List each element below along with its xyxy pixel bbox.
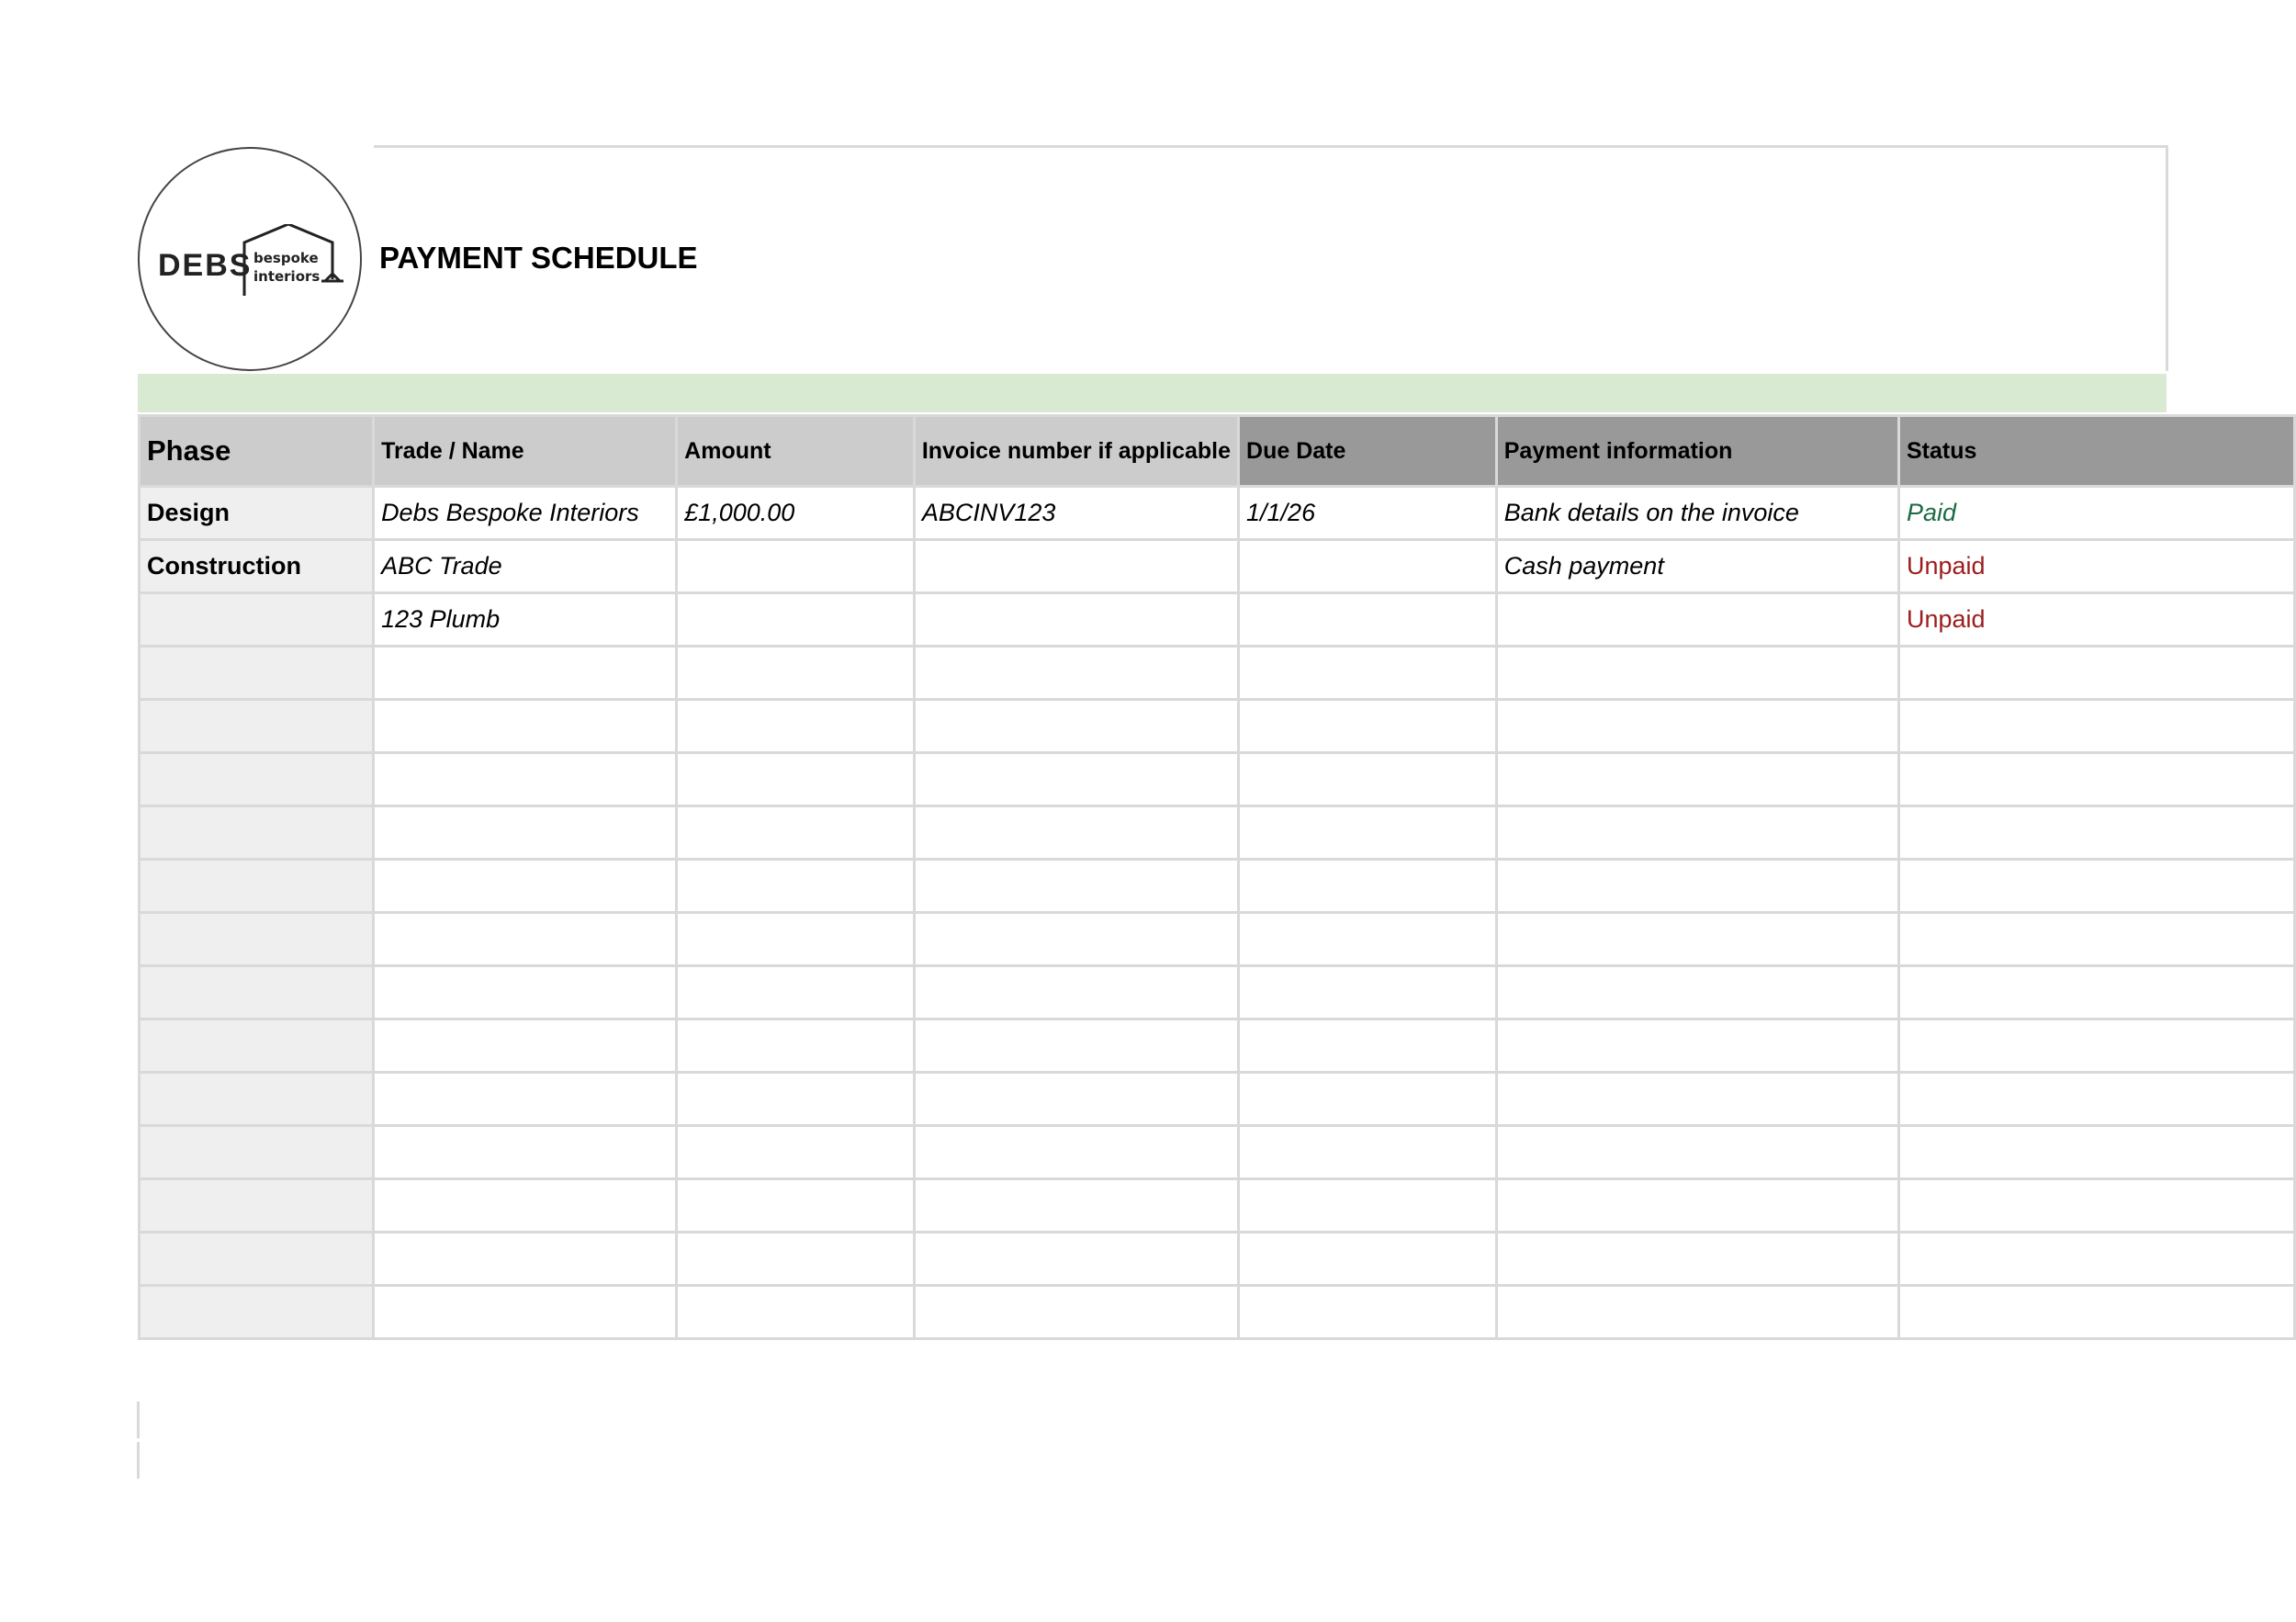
invoice-cell[interactable] — [914, 1233, 1238, 1286]
amount-cell[interactable] — [677, 1286, 915, 1339]
due-date-cell[interactable] — [1239, 966, 1497, 1019]
phase-cell[interactable] — [140, 1179, 374, 1233]
column-header-payment-info: Payment information — [1496, 416, 1898, 487]
status-cell[interactable]: Paid — [1898, 487, 2294, 540]
due-date-cell[interactable] — [1239, 1126, 1497, 1179]
status-cell[interactable] — [1898, 806, 2294, 860]
amount-cell[interactable] — [677, 1179, 915, 1233]
table-row — [140, 806, 2295, 860]
status-cell[interactable]: Unpaid — [1898, 593, 2294, 647]
trade-cell[interactable] — [374, 1126, 677, 1179]
trade-cell[interactable]: ABC Trade — [374, 540, 677, 593]
table-row — [140, 913, 2295, 966]
payment-info-cell[interactable] — [1496, 647, 1898, 700]
status-cell[interactable] — [1898, 1019, 2294, 1073]
invoice-cell[interactable] — [914, 700, 1238, 753]
invoice-cell[interactable] — [914, 913, 1238, 966]
payment-info-cell[interactable] — [1496, 1179, 1898, 1233]
table-row — [140, 1073, 2295, 1126]
trade-cell[interactable] — [374, 913, 677, 966]
amount-cell[interactable] — [677, 753, 915, 806]
phase-cell[interactable] — [140, 913, 374, 966]
payment-info-cell[interactable] — [1496, 806, 1898, 860]
status-cell[interactable]: Unpaid — [1898, 540, 2294, 593]
status-cell[interactable] — [1898, 753, 2294, 806]
amount-cell[interactable] — [677, 1073, 915, 1126]
invoice-cell[interactable] — [914, 540, 1238, 593]
due-date-cell[interactable] — [1239, 1073, 1497, 1126]
column-header-status: Status — [1898, 416, 2294, 487]
due-date-cell[interactable] — [1239, 700, 1497, 753]
trade-cell[interactable]: 123 Plumb — [374, 593, 677, 647]
trade-cell[interactable] — [374, 966, 677, 1019]
invoice-cell[interactable] — [914, 1179, 1238, 1233]
trade-cell[interactable] — [374, 1019, 677, 1073]
phase-cell[interactable] — [140, 860, 374, 913]
trade-cell[interactable] — [374, 753, 677, 806]
amount-cell[interactable] — [677, 806, 915, 860]
table-header-row — [140, 416, 2295, 487]
table-row — [140, 700, 2295, 753]
trade-cell[interactable] — [374, 1179, 677, 1233]
table-row — [140, 1179, 2295, 1233]
table-row — [140, 540, 2295, 593]
table-row — [140, 1233, 2295, 1286]
due-date-cell[interactable] — [1239, 1019, 1497, 1073]
phase-cell[interactable] — [140, 1233, 374, 1286]
amount-cell[interactable] — [677, 700, 915, 753]
phase-cell[interactable] — [140, 1126, 374, 1179]
company-logo — [138, 147, 362, 371]
column-header-trade: Trade / Name — [374, 416, 677, 487]
amount-cell[interactable] — [677, 593, 915, 647]
status-cell[interactable] — [1898, 647, 2294, 700]
payment-info-cell[interactable] — [1496, 1233, 1898, 1286]
payment-info-cell[interactable] — [1496, 593, 1898, 647]
column-header-phase: Phase — [140, 416, 374, 487]
due-date-cell[interactable] — [1239, 593, 1497, 647]
table-row — [140, 860, 2295, 913]
status-cell[interactable] — [1898, 1126, 2294, 1179]
due-date-cell[interactable] — [1239, 806, 1497, 860]
due-date-cell[interactable] — [1239, 1286, 1497, 1339]
payment-schedule-table — [138, 414, 2296, 1340]
phase-cell[interactable] — [140, 1019, 374, 1073]
column-header-due-date: Due Date — [1239, 416, 1497, 487]
status-cell[interactable] — [1898, 1286, 2294, 1339]
due-date-cell[interactable] — [1239, 913, 1497, 966]
column-header-amount: Amount — [677, 416, 915, 487]
phase-cell[interactable] — [140, 753, 374, 806]
phase-cell[interactable] — [140, 806, 374, 860]
footer-divider — [137, 1442, 140, 1479]
table-row — [140, 1286, 2295, 1339]
amount-cell[interactable] — [677, 966, 915, 1019]
payment-info-cell[interactable] — [1496, 1126, 1898, 1179]
invoice-cell[interactable] — [914, 593, 1238, 647]
table-row — [140, 593, 2295, 647]
payment-info-cell[interactable] — [1496, 860, 1898, 913]
trade-cell[interactable] — [374, 1073, 677, 1126]
status-cell[interactable] — [1898, 913, 2294, 966]
amount-cell[interactable]: £1,000.00 — [677, 487, 915, 540]
payment-info-cell[interactable] — [1496, 913, 1898, 966]
table-row — [140, 1126, 2295, 1179]
phase-cell[interactable] — [140, 700, 374, 753]
page-title: PAYMENT SCHEDULE — [379, 241, 698, 275]
phase-cell[interactable] — [140, 593, 374, 647]
payment-info-cell[interactable] — [1496, 1019, 1898, 1073]
payment-info-cell[interactable]: Cash payment — [1496, 540, 1898, 593]
payment-info-cell[interactable] — [1496, 1286, 1898, 1339]
column-header-invoice: Invoice number if applicable — [914, 416, 1238, 487]
trade-cell[interactable]: Debs Bespoke Interiors — [374, 487, 677, 540]
trade-cell[interactable] — [374, 860, 677, 913]
trade-cell[interactable] — [374, 647, 677, 700]
status-cell[interactable] — [1898, 1179, 2294, 1233]
phase-cell[interactable] — [140, 1286, 374, 1339]
table-row — [140, 647, 2295, 700]
table-row — [140, 753, 2295, 806]
due-date-cell[interactable] — [1239, 860, 1497, 913]
table-row — [140, 966, 2295, 1019]
due-date-cell[interactable] — [1239, 1233, 1497, 1286]
invoice-cell[interactable] — [914, 647, 1238, 700]
invoice-cell[interactable] — [914, 1286, 1238, 1339]
due-date-cell[interactable]: 1/1/26 — [1239, 487, 1497, 540]
amount-cell[interactable] — [677, 647, 915, 700]
amount-cell[interactable] — [677, 913, 915, 966]
footer-divider — [137, 1402, 140, 1438]
invoice-cell[interactable] — [914, 1073, 1238, 1126]
logo-text-line1: bespoke — [253, 250, 319, 266]
table-row — [140, 487, 2295, 540]
amount-cell[interactable] — [677, 1233, 915, 1286]
payment-info-cell[interactable]: Bank details on the invoice — [1496, 487, 1898, 540]
status-cell[interactable] — [1898, 1233, 2294, 1286]
trade-cell[interactable] — [374, 700, 677, 753]
trade-cell[interactable] — [374, 1233, 677, 1286]
phase-cell[interactable] — [140, 1073, 374, 1126]
trade-cell[interactable] — [374, 806, 677, 860]
status-cell[interactable] — [1898, 1073, 2294, 1126]
header-band — [138, 374, 2167, 412]
amount-cell[interactable] — [677, 540, 915, 593]
trade-cell[interactable] — [374, 1286, 677, 1339]
invoice-cell[interactable] — [914, 966, 1238, 1019]
invoice-cell[interactable]: ABCINV123 — [914, 487, 1238, 540]
due-date-cell[interactable] — [1239, 1179, 1497, 1233]
phase-cell[interactable]: Construction — [140, 540, 374, 593]
payment-info-cell[interactable] — [1496, 753, 1898, 806]
due-date-cell[interactable] — [1239, 540, 1497, 593]
payment-info-cell[interactable] — [1496, 700, 1898, 753]
status-cell[interactable] — [1898, 860, 2294, 913]
payment-info-cell[interactable] — [1496, 1073, 1898, 1126]
amount-cell[interactable] — [677, 1126, 915, 1179]
logo-text-line2: interiors — [253, 268, 321, 285]
invoice-cell[interactable] — [914, 860, 1238, 913]
payment-info-cell[interactable] — [1496, 966, 1898, 1019]
invoice-cell[interactable] — [914, 806, 1238, 860]
phase-cell[interactable] — [140, 647, 374, 700]
amount-cell[interactable] — [677, 860, 915, 913]
phase-cell[interactable]: Design — [140, 487, 374, 540]
invoice-cell[interactable] — [914, 753, 1238, 806]
due-date-cell[interactable] — [1239, 753, 1497, 806]
status-cell[interactable] — [1898, 700, 2294, 753]
phase-cell[interactable] — [140, 966, 374, 1019]
table-row — [140, 1019, 2295, 1073]
amount-cell[interactable] — [677, 1019, 915, 1073]
logo-text-main: DEBS — [158, 248, 253, 283]
status-cell[interactable] — [1898, 966, 2294, 1019]
invoice-cell[interactable] — [914, 1126, 1238, 1179]
due-date-cell[interactable] — [1239, 647, 1497, 700]
invoice-cell[interactable] — [914, 1019, 1238, 1073]
